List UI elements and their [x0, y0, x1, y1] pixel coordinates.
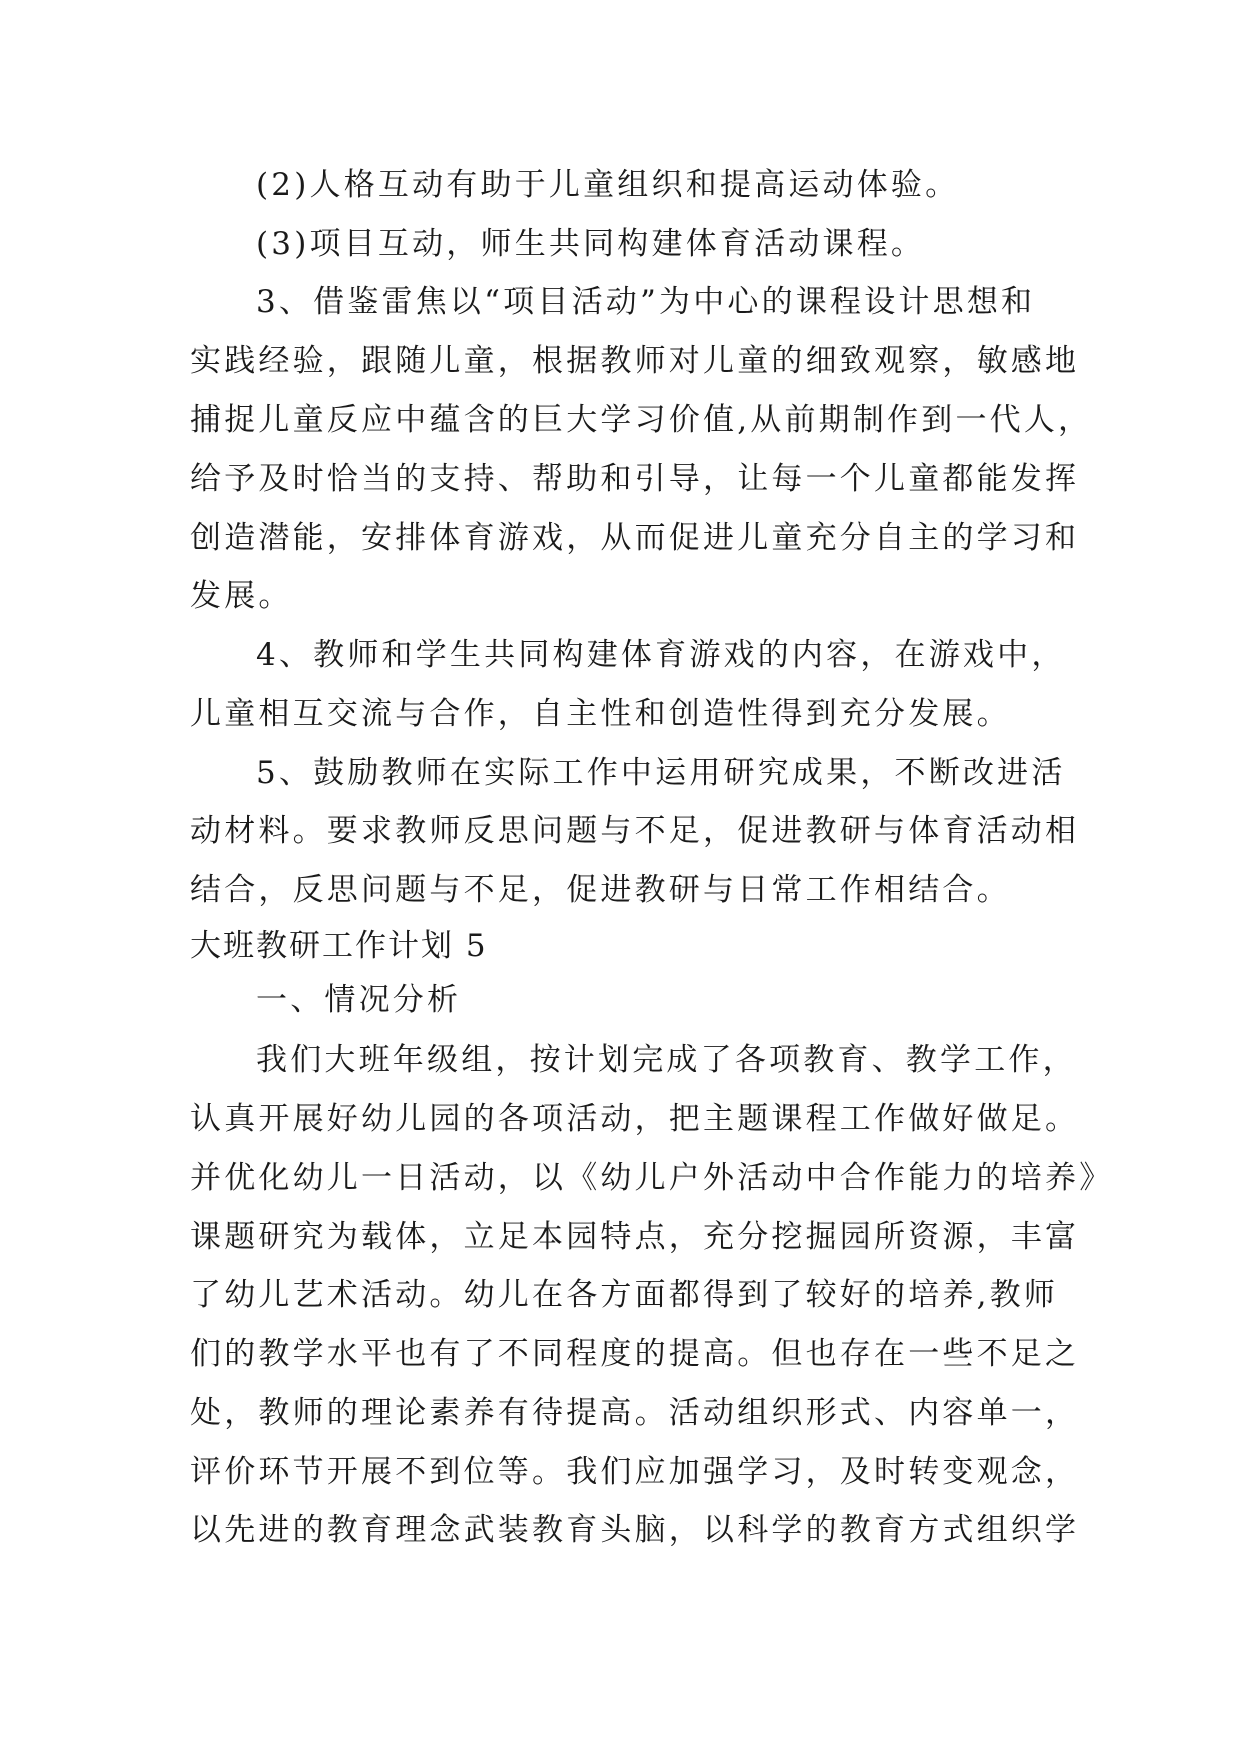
paragraph-line: 实践经验，跟随儿童，根据教师对儿童的细致观察，敏感地 — [190, 343, 1080, 379]
section-title: 大班教研工作计划 5 — [190, 928, 488, 964]
paragraph-line: 了幼儿艺术活动。幼儿在各方面都得到了较好的培养,教师 — [190, 1277, 1059, 1313]
paragraph-line: 创造潜能，安排体育游戏，从而促进儿童充分自主的学习和 — [190, 520, 1080, 556]
paragraph-line: 评价环节开展不到位等。我们应加强学习，及时转变观念， — [190, 1454, 1080, 1490]
paragraph-line: 结合，反思问题与不足，促进教研与日常工作相结合。 — [190, 872, 1011, 908]
paragraph-line: 认真开展好幼儿园的各项活动，把主题课程工作做好做足。 — [190, 1101, 1080, 1137]
paragraph-line: 儿童相互交流与合作，自主性和创造性得到充分发展。 — [190, 696, 1011, 732]
paragraph-line: 给予及时恰当的支持、帮助和引导，让每一个儿童都能发挥 — [190, 461, 1080, 497]
paragraph-line: (2)人格互动有助于儿童组织和提高运动体验。 — [256, 167, 960, 203]
paragraph-line: (3)项目互动，师生共同构建体育活动课程。 — [256, 226, 926, 262]
paragraph-line: 们的教学水平也有了不同程度的提高。但也存在一些不足之 — [190, 1336, 1080, 1372]
paragraph-line: 我们大班年级组，按计划完成了各项教育、教学工作， — [256, 1042, 1077, 1078]
paragraph-line: 处，教师的理论素养有待提高。活动组织形式、内容单一， — [190, 1395, 1080, 1431]
paragraph-line: 课题研究为载体，立足本园特点，充分挖掘园所资源，丰富 — [190, 1219, 1080, 1255]
paragraph-line: 动材料。要求教师反思问题与不足，促进教研与体育活动相 — [190, 813, 1080, 849]
paragraph-line: 并优化幼儿一日活动，以《幼儿户外活动中合作能力的培养》 — [190, 1160, 1114, 1196]
paragraph-line: 4、教师和学生共同构建体育游戏的内容，在游戏中， — [256, 637, 1066, 673]
paragraph-line: 以先进的教育理念武装教育头脑，以科学的教育方式组织学 — [190, 1512, 1080, 1548]
paragraph-line: 发展。 — [190, 578, 293, 614]
paragraph-line: 5、鼓励教师在实际工作中运用研究成果，不断改进活 — [256, 755, 1066, 791]
paragraph-line: 3、借鉴雷焦以“项目活动”为中心的课程设计思想和 — [256, 284, 1036, 320]
paragraph-line: 捕捉儿童反应中蕴含的巨大学习价值,从前期制作到一代人， — [190, 402, 1093, 438]
subsection-heading: 一、情况分析 — [256, 982, 462, 1018]
